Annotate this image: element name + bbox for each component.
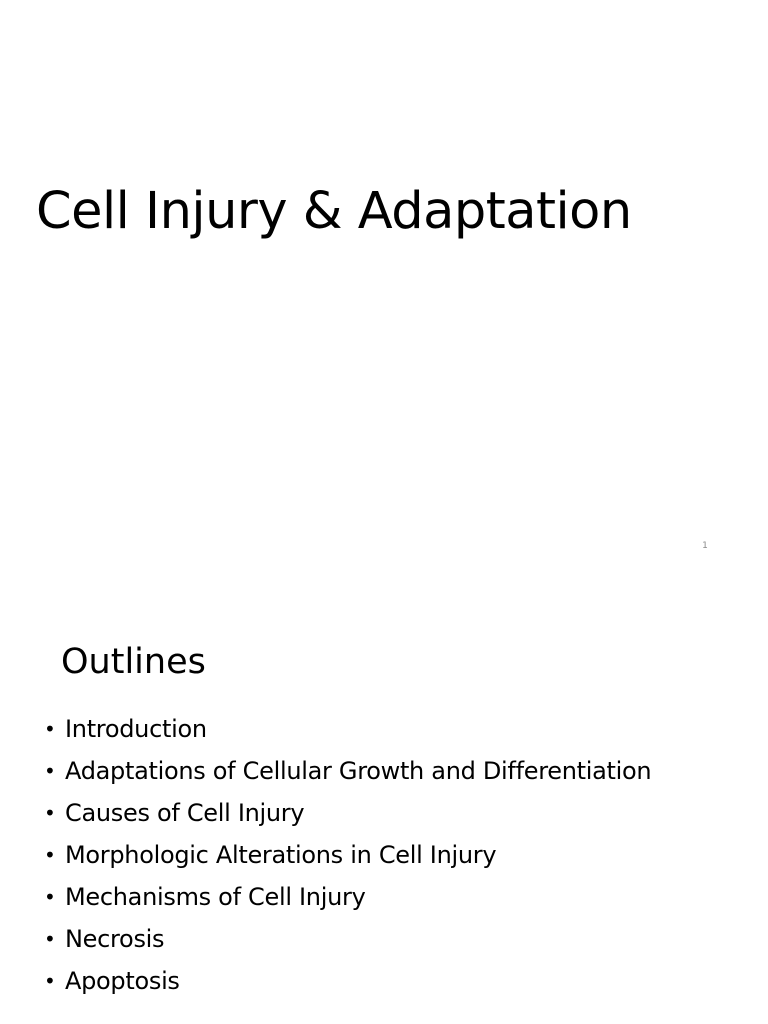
outline-item-label: Introduction — [65, 715, 207, 743]
slide-title: Cell Injury & Adaptation — [36, 182, 632, 241]
bullet-icon: • — [44, 717, 56, 741]
outline-item — [44, 879, 724, 915]
outline-item-label: Morphologic Alterations in Cell Injury — [65, 841, 497, 869]
outline-item-label: Causes of Cell Injury — [65, 799, 305, 827]
outline-item — [44, 795, 724, 831]
outline-item — [44, 711, 724, 747]
bullet-icon: • — [44, 759, 56, 783]
bullet-icon: • — [44, 801, 56, 825]
outline-heading: Outlines — [61, 642, 206, 682]
bullet-icon: • — [44, 927, 56, 951]
outline-item-label: Adaptations of Cellular Growth and Differentiation — [65, 757, 652, 785]
outline-item-label: Necrosis — [65, 925, 165, 953]
outline-item — [44, 837, 724, 873]
outline-list — [44, 711, 724, 1005]
outline-item-label: Apoptosis — [65, 967, 180, 995]
bullet-icon: • — [44, 885, 56, 909]
outline-item — [44, 921, 724, 957]
bullet-icon: • — [44, 969, 56, 993]
outline-item — [44, 753, 724, 789]
outline-item — [44, 963, 724, 999]
slide-page-number: 1 — [702, 541, 708, 551]
outline-item-label: Mechanisms of Cell Injury — [65, 883, 366, 911]
outline-slide — [0, 576, 768, 1024]
bullet-icon: • — [44, 843, 56, 867]
